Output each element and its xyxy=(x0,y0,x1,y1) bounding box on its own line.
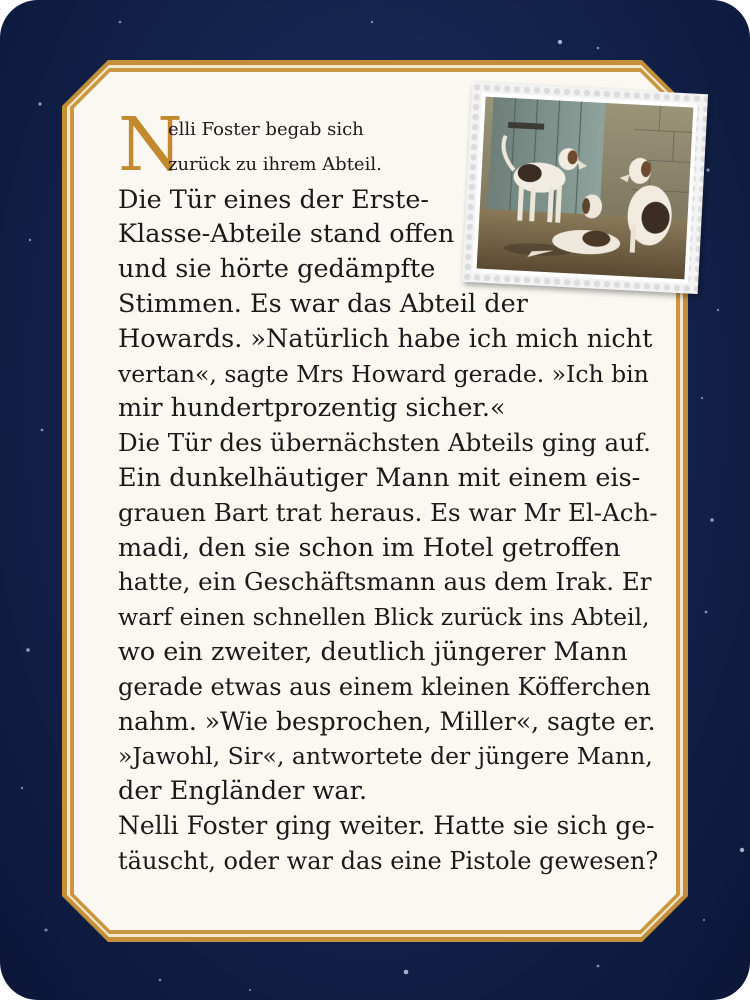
story-text xyxy=(118,113,658,879)
story-line: »Jawohl, Sir«, antwortete der jüngere Mann, xyxy=(118,742,653,771)
story-line: grauen Bart trat heraus. Es war Mr El-Ach- xyxy=(118,497,658,527)
story-line: Howards. »Natürlich habe ich mich nicht xyxy=(118,323,653,354)
story-line: täuscht, oder war das eine Pistole gewesen? xyxy=(118,846,659,875)
story-line: elli Foster begab sich xyxy=(168,119,364,140)
story-line: Die Tür eines der Erste- xyxy=(118,184,430,215)
story-line: Die Tür des übernächsten Abteils ging auf. xyxy=(118,428,651,458)
story-line: hatte, ein Geschäftsmann aus dem Irak. Er xyxy=(118,567,652,597)
story-line: warf einen schnellen Blick zurück ins Abteil, xyxy=(118,603,650,632)
story-line: madi, den sie schon im Hotel getroffen xyxy=(118,532,621,563)
story-line: zurück zu ihrem Abteil. xyxy=(168,153,382,175)
story-line: Ein dunkelhäutiger Mann mit einem eis- xyxy=(118,462,641,493)
story-line: Klasse-Abteile stand offen xyxy=(118,219,455,250)
story-line: Nelli Foster ging weiter. Hatte sie sich ge- xyxy=(118,810,655,840)
story-line: wo ein zweiter, deutlich jüngerer Mann xyxy=(118,636,628,667)
story-line: und sie hörte gedämpfte xyxy=(118,254,436,285)
story-line: vertan«, sagte Mrs Howard gerade. »Ich bin xyxy=(118,359,649,388)
story-line: Stimmen. Es war das Abteil der xyxy=(118,288,528,319)
story-line: mir hundertprozentig sicher.« xyxy=(118,393,506,424)
story-line: der Engländer war. xyxy=(118,776,368,807)
drop-cap: N xyxy=(118,102,183,188)
story-line: gerade etwas aus einem kleinen Köfferchen xyxy=(118,672,651,701)
story-line: nahm. »Wie besprochen, Miller«, sagte er. xyxy=(118,706,656,736)
